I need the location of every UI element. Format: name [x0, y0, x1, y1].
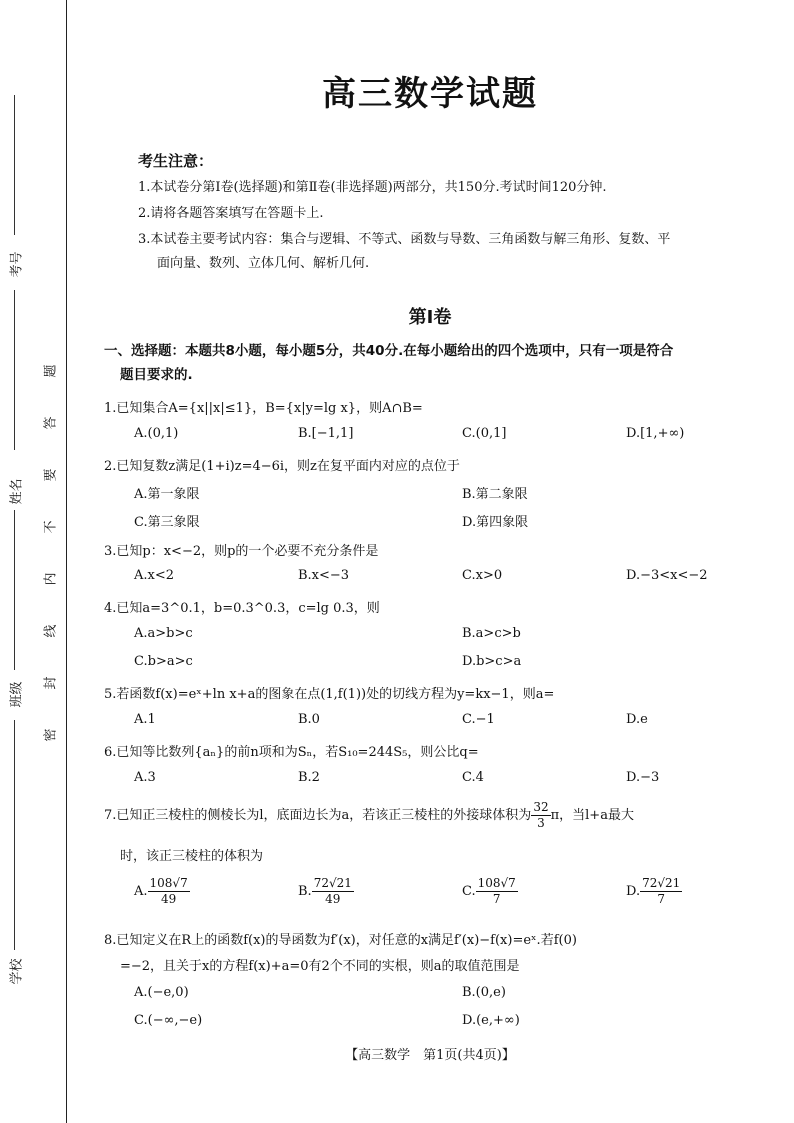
- section-title: 第Ⅰ卷: [408, 307, 452, 328]
- class-line: [14, 720, 15, 950]
- page-footer: 【高三数学 第1页(共4页)】: [345, 1048, 515, 1063]
- exam-number-line-2: [14, 290, 15, 450]
- q3-option-a: A.x<2: [134, 568, 175, 583]
- q3-option-c: C.x>0: [462, 568, 503, 583]
- name-line: [14, 510, 15, 670]
- q7-c-num: 108√7: [477, 876, 516, 890]
- part-heading-cont: 题目要求的.: [120, 367, 193, 383]
- q7-option-c-label: C.: [462, 884, 476, 899]
- question-3-stem: 3.已知p：x<−2，则p的一个必要不充分条件是: [104, 544, 379, 559]
- q7-volume-fraction: [531, 800, 550, 831]
- seal-char: 题: [43, 364, 59, 378]
- notice-item: 面向量、数列、立体几何、解析几何.: [157, 256, 370, 271]
- q7-pi: π: [550, 808, 560, 823]
- q7-option-a-frac: [148, 876, 190, 907]
- q7-option-b-label: B.: [298, 884, 312, 899]
- question-7-stem: [104, 800, 776, 831]
- q7-frac-den: 3: [537, 816, 545, 830]
- q5-option-d: D.e: [626, 712, 648, 727]
- q2-option-a: A.第一象限: [134, 487, 200, 502]
- q4-option-c: C.b>a>c: [134, 654, 193, 669]
- q7-option-d-label: D.: [626, 884, 641, 899]
- question-4-stem: 4.已知a=3^0.1，b=0.3^0.3，c=lg 0.3，则: [104, 601, 380, 616]
- q7-option-a-label: A.: [134, 884, 148, 899]
- seal-char: 内: [43, 572, 59, 586]
- notice-item: 3.本试卷主要考试内容：集合与逻辑、不等式、函数与导数、三角函数与解三角形、复数、平: [138, 232, 671, 247]
- q3-option-b: B.x<−3: [298, 568, 350, 583]
- field-school: 学校: [9, 958, 25, 985]
- notice-heading: 考生注意：: [138, 152, 214, 170]
- q7-b-num: 72√21: [313, 876, 352, 890]
- field-class: 班级: [9, 681, 25, 708]
- question-2-stem: 2.已知复数z满足(1+i)z=4−6i，则z在复平面内对应的点位于: [104, 459, 460, 474]
- question-1-stem: 1.已知集合A={x||x|≤1}，B={x|y=lg x}，则A∩B=: [104, 401, 423, 416]
- q7-option-b-frac: [312, 876, 354, 907]
- seal-char: 答: [43, 416, 59, 430]
- question-8-stem: 8.已知定义在R上的函数f(x)的导函数为f′(x)，对任意的x满足f′(x)−f(x)=eˣ.若f(0): [104, 933, 577, 948]
- q7-option-c: [462, 876, 518, 907]
- q5-option-b: B.0: [298, 712, 320, 727]
- notice-item: 1.本试卷分第Ⅰ卷(选择题)和第Ⅱ卷(非选择题)两部分，共150分.考试时间120分钟.: [138, 180, 607, 195]
- question-7-stem-cont: 时，该正三棱柱的体积为: [120, 849, 264, 864]
- q7-c-den: 7: [492, 892, 501, 906]
- part-heading: 一、选择题：本题共8小题，每小题5分，共40分.在每小题给出的四个选项中，只有一项是符合: [104, 343, 674, 359]
- field-name: 姓名: [9, 478, 25, 505]
- q8-option-d: D.(e,+∞): [462, 1013, 520, 1028]
- q7-d-den: 7: [657, 892, 665, 906]
- q2-option-b: B.第二象限: [462, 487, 528, 502]
- seal-char: 要: [43, 468, 59, 482]
- q4-option-b: B.a>c>b: [462, 626, 521, 641]
- seal-char: 不: [43, 520, 59, 534]
- q7-d-num: 72√21: [642, 876, 681, 890]
- q7-a-den: 49: [160, 892, 177, 906]
- question-6-stem: 6.已知等比数列{aₙ}的前n项和为Sₙ，若S₁₀=244S₅，则公比q=: [104, 745, 479, 760]
- q7-option-b: [298, 876, 354, 907]
- q7-stem-part-b: ，当l+a最大: [559, 808, 634, 823]
- binding-margin-line: [66, 0, 67, 1123]
- q4-option-a: A.a>b>c: [134, 626, 193, 641]
- question-8-stem-cont: =−2，且关于x的方程f(x)+a=0有2个不同的实根，则a的取值范围是: [120, 959, 520, 974]
- page-title: 高三数学试题: [322, 74, 538, 114]
- q3-option-d: D.−3<x<−2: [626, 568, 708, 583]
- q8-option-c: C.(−∞,−e): [134, 1013, 203, 1028]
- q7-frac-num: 32: [533, 800, 549, 814]
- q7-option-c-frac: [476, 876, 518, 907]
- q7-b-den: 49: [325, 892, 341, 906]
- q2-option-d: D.第四象限: [462, 515, 529, 530]
- seal-char: 线: [43, 624, 59, 638]
- seal-char: 封: [43, 676, 59, 690]
- q1-option-a: A.(0,1): [134, 426, 179, 441]
- q1-option-c: C.(0,1]: [462, 426, 507, 441]
- q7-stem-part: 7.已知正三棱柱的侧棱长为l，底面边长为a，若该正三棱柱的外接球体积为: [104, 808, 532, 823]
- exam-number-line: [14, 95, 15, 235]
- q7-a-num: 108√7: [149, 876, 188, 890]
- q1-option-b: B.[−1,1]: [298, 426, 354, 441]
- q5-option-c: C.−1: [462, 712, 495, 727]
- seal-text: [40, 345, 64, 761]
- q7-option-d-frac: [640, 876, 682, 907]
- notice-item: 2.请将各题答案填写在答题卡上.: [138, 206, 324, 221]
- q6-option-c: C.4: [462, 770, 484, 785]
- field-exam-number: 考号: [9, 251, 25, 278]
- q2-option-c: C.第三象限: [134, 515, 200, 530]
- q4-option-d: D.b>c>a: [462, 654, 522, 669]
- q6-option-b: B.2: [298, 770, 320, 785]
- q5-option-a: A.1: [134, 712, 156, 727]
- q6-option-a: A.3: [134, 770, 156, 785]
- q6-option-d: D.−3: [626, 770, 660, 785]
- seal-char: 密: [43, 728, 59, 742]
- q8-option-a: A.(−e,0): [134, 985, 189, 1000]
- question-5-stem: 5.若函数f(x)=eˣ+ln x+a的图象在点(1,f(1))处的切线方程为y=kx−1，则a=: [104, 687, 555, 702]
- q1-option-d: D.[1,+∞): [626, 426, 685, 441]
- q7-option-a: [134, 876, 190, 907]
- q8-option-b: B.(0,e): [462, 985, 506, 1000]
- q7-option-d: [626, 876, 682, 907]
